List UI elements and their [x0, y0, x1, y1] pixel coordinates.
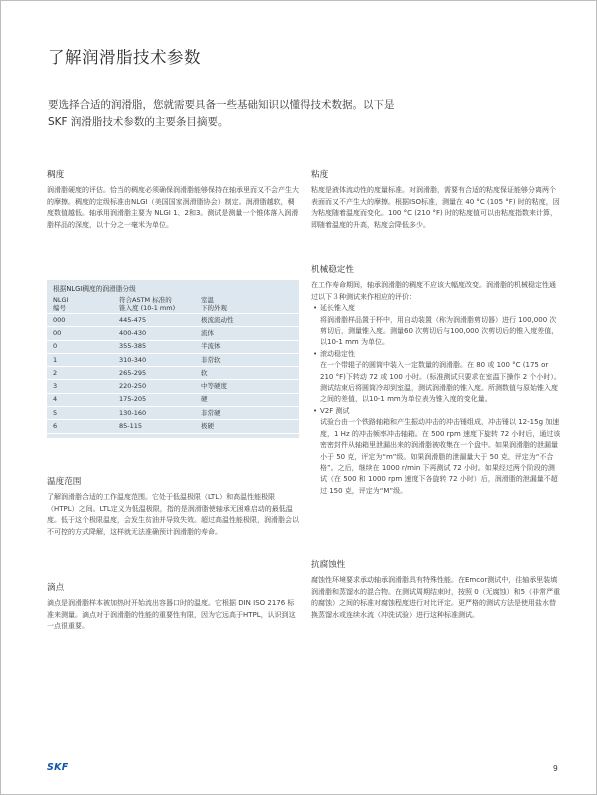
intro-paragraph: 要选择合适的润滑脂，您就需要具备一些基础知识以懂得技术数据。以下是 SKF 润滑脂技术参数的主要条目摘要。 — [48, 99, 395, 128]
cell-appearance: 中等硬度 — [197, 380, 299, 393]
dropping-point-heading: 滴点 — [47, 583, 65, 593]
viscosity-body: 粘度是液体流动性的度量标准。对润滑脂，需要有合适的粘度保证能够分离两个表面而又不产生大的摩擦。根据ISO标准，测量在 40 °C (105 °F) 时的粘度，因为粘度随着温度而变化。100 °C (210 °F) 时的粘度值可以由粘度指数来计算，即随着温度的升高，粘度会降低多少。 — [311, 186, 560, 229]
cell-nlgi: 3 — [47, 380, 115, 393]
cell-appearance: 极硬 — [197, 420, 299, 433]
table-row — [47, 406, 299, 419]
cell-appearance: 非常软 — [197, 353, 299, 366]
dropping-point-section — [47, 583, 301, 633]
cell-appearance: 硬 — [197, 393, 299, 406]
corrosion-body: 腐蚀性环境要求承动轴承润滑脂具有特殊性能。在Emcor测试中，往轴承里装填润滑脂和蒸馏水的混合物。在测试周期结束时，按照 0（无腐蚀）和5（非常严重的腐蚀）之间的标准对腐蚀程度进行对比评定。更严格的测试方法是使用盐水替换蒸馏水或连续水流（冲洗试验）进行这种标准测试。 — [311, 576, 561, 619]
cell-appearance: 半流体 — [197, 340, 299, 353]
consistency-body: 润滑脂硬度的评估。恰当的稠度必须确保润滑脂能够保持在轴承里而又不会产生大的摩擦。稠度的定级标准由NLGI（美国国家润滑脂协会）制定。润滑脂越软，稠度数值越低。轴承用润滑脂主要为 NLGI 1、2和3。测试是测量一个锥体落入润滑脂样品的深度，以十分之一毫米为单位。 — [47, 186, 299, 229]
nlgi-table — [47, 295, 299, 434]
cell-nlgi: 2 — [47, 367, 115, 380]
cell-penetration: 265-295 — [115, 367, 197, 380]
skf-logo: SKF — [47, 762, 69, 773]
cell-nlgi: 4 — [47, 393, 115, 406]
header-appearance: 室温 下的外观 — [197, 295, 299, 314]
cell-appearance: 流体 — [197, 327, 299, 340]
cell-nlgi: 5 — [47, 406, 115, 419]
cell-penetration: 445-475 — [115, 314, 197, 327]
table-row — [47, 327, 299, 340]
test-text: 在一个带辊子的圆筒中装入一定数量的润滑脂。在 80 或 100 °C (175 or 210 °F)下转动 72 或 100 小时。（标准测试只要求在室温下操作 2 个小时）。测试结束后将圆筒冷却到室温，测试润滑脂的锥入度。所测数值与原始锥入度之间的差值，以10-1 mm为单位表为锥入度的变化量。 — [320, 361, 561, 404]
corrosion-section — [311, 560, 561, 621]
viscosity-heading: 粘度 — [311, 170, 329, 180]
dropping-point-body: 滴点是润滑脂样本被加热时开始流出容器口时的温度。它根据 DIN ISO 2176 标准来测量。滴点对于润滑脂的性能的重要性有限，因为它远高于HTPL，认识到这一点很重要。 — [47, 599, 296, 631]
mechanical-stability-intro: 在工作寿命期间，轴承润滑脂的稠度不应该大幅度改变。润滑脂的机械稳定性通过以下３种测试来作相应的评价： — [311, 281, 556, 301]
cell-penetration: 175-205 — [115, 393, 197, 406]
cell-penetration: 400-430 — [115, 327, 197, 340]
test-text: 试验台由一个铁路轴箱和产生振动冲击的冲击锤组成，冲击锤以 12-15g 加速度，1 Hz 的冲击频率冲击轴箱。在 500 rpm 速度下旋转 72 小时后，通过该密密封件从轴箱里泄漏出来的润滑脂被收集在一个盘中。如果润滑脂的泄漏量小于 50 克，评定为“m”级。如果润滑脂的泄漏量大于 50 克，评定为“不合格”。之后，继续在 1000 r/min 下再测试 72 小时。如果经过两个阶段的测试（在 500 和 1000 rpm 速度下各旋转 72 小时）后，润滑脂的泄漏量不超过 150 克，评定为“M”级。 — [320, 418, 561, 495]
nlgi-table-caption: 根据NLGI稠度的润滑脂分级 — [53, 285, 136, 293]
cell-penetration: 355-385 — [115, 340, 197, 353]
table-header-row — [47, 295, 299, 314]
mechanical-stability-heading: 机械稳定性 — [311, 265, 354, 275]
page-number: 9 — [553, 764, 558, 773]
cell-penetration: 220-250 — [115, 380, 197, 393]
table-row — [47, 340, 299, 353]
cell-nlgi: 6 — [47, 420, 115, 433]
test-label: V2F 测试 — [320, 406, 350, 415]
table-row — [47, 380, 299, 393]
viscosity-section — [311, 170, 561, 231]
list-item — [311, 349, 561, 406]
table-row — [47, 353, 299, 366]
table-row — [47, 393, 299, 406]
test-text: 将润滑脂样品置于杯中，用自动装置（称为润滑脂剪切器）进行 100,000 次剪切后，测量锥入度。测量60 次剪切后与100,000 次剪切后的锥入度差值，以10-1 mm 为单位。 — [320, 315, 559, 347]
table-row — [47, 420, 299, 433]
bullet-icon: • — [313, 406, 318, 415]
mechanical-stability-section — [311, 265, 561, 497]
stability-test-list — [311, 303, 561, 497]
temperature-range-heading: 温度范围 — [47, 477, 82, 487]
page-title: 了解润滑脂技术参数 — [48, 48, 201, 67]
header-penetration: 符合ASTM 标准的 锥入度 (10-1 mm) — [115, 295, 197, 314]
cell-nlgi: 0 — [47, 340, 115, 353]
consistency-section — [47, 170, 301, 231]
cell-penetration: 130-160 — [115, 406, 197, 419]
table-row — [47, 367, 299, 380]
cell-nlgi: 00 — [47, 327, 115, 340]
cell-nlgi: 000 — [47, 314, 115, 327]
temperature-range-body: 了解润滑脂合适的工作温度范围。它处于低温极限（LTL）和高温性能极限（HTPL）之间。LTL定义为低温极限，指的是润滑脂使轴承无困难启动的最低温度。低于这个极限温度，会发生贫油并导致失效。超过高温性能极限，润滑脂会以不可控的方式降解，这样就无法准确预计润滑脂的寿命。 — [47, 493, 299, 536]
test-label: 滚动稳定性 — [320, 349, 355, 358]
cell-appearance: 非常硬 — [197, 406, 299, 419]
cell-nlgi: 1 — [47, 353, 115, 366]
nlgi-table-box — [47, 280, 299, 438]
table-row — [47, 314, 299, 327]
cell-appearance: 软 — [197, 367, 299, 380]
cell-penetration: 310-340 — [115, 353, 197, 366]
test-label: 延长锥入度 — [320, 304, 355, 313]
consistency-heading: 稠度 — [47, 170, 65, 180]
list-item — [311, 406, 561, 497]
corrosion-heading: 抗腐蚀性 — [311, 560, 346, 570]
bullet-icon: • — [313, 304, 318, 313]
temperature-range-section — [47, 477, 301, 538]
bullet-icon: • — [313, 349, 318, 358]
cell-appearance: 极流流动性 — [197, 314, 299, 327]
list-item — [311, 303, 561, 349]
header-nlgi: NLGI 编号 — [47, 295, 115, 314]
cell-penetration: 85-115 — [115, 420, 197, 433]
